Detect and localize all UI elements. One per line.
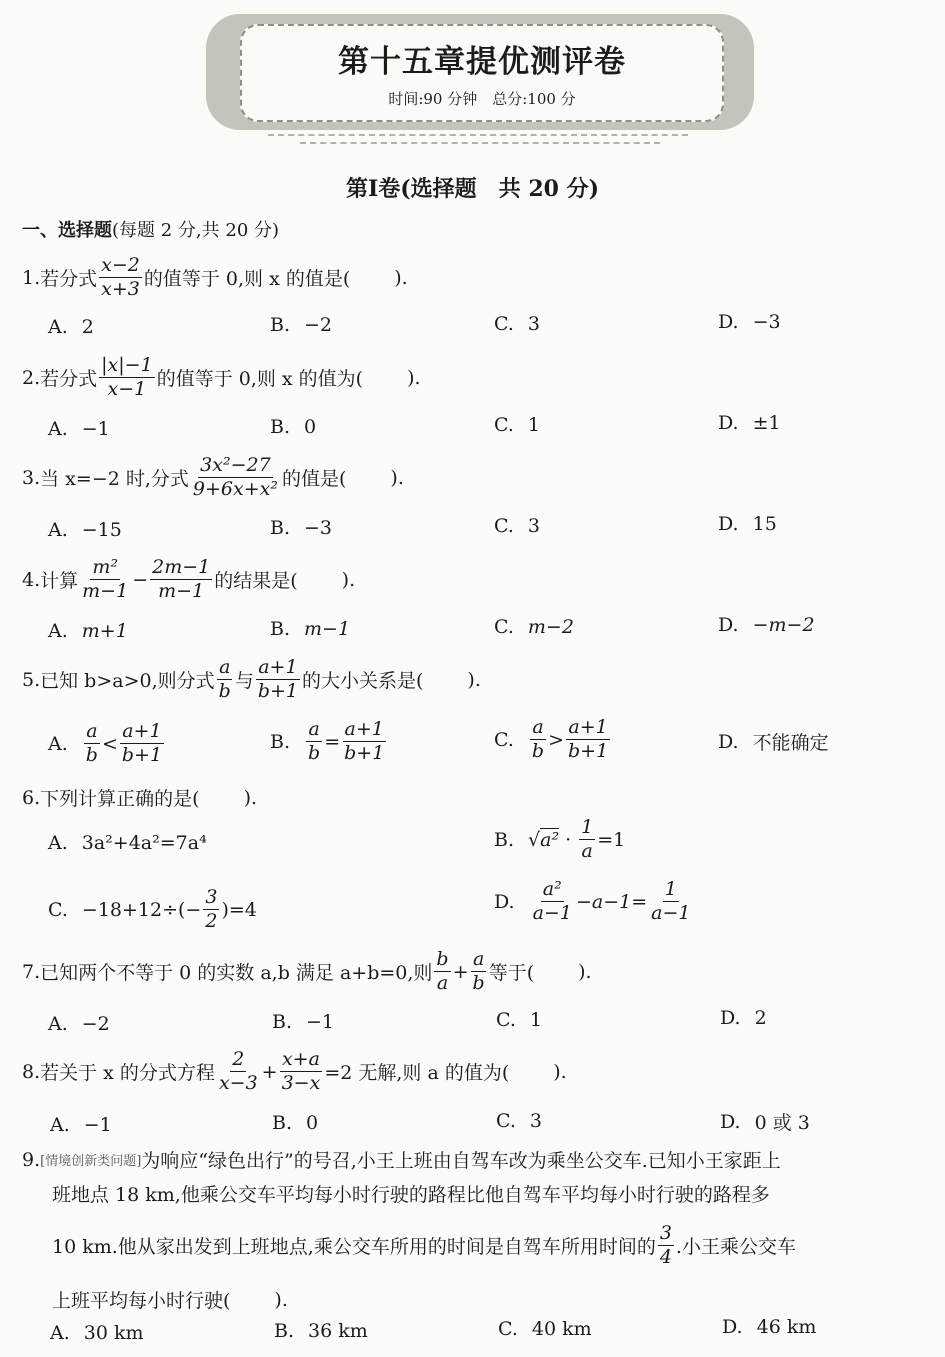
fraction (434, 948, 450, 995)
numerator: 2m−1 (152, 556, 211, 578)
option-text: −3 (752, 311, 781, 333)
denominator: b (531, 740, 545, 762)
option-text: ±1 (752, 412, 781, 434)
fraction (530, 716, 546, 763)
option-c[interactable] (494, 515, 540, 537)
question-number: 7. (22, 960, 41, 983)
option-label: D. (720, 1110, 741, 1133)
option-d[interactable] (494, 878, 694, 925)
option-text: 2 (81, 316, 94, 338)
option-text: m−2 (527, 616, 574, 638)
part-title: 第Ⅰ卷(选择题 共 20 分) (345, 176, 600, 202)
question-text: 的值是( (281, 468, 347, 490)
option-label: A. (50, 1114, 70, 1136)
option-d[interactable] (718, 614, 815, 636)
option-b[interactable] (270, 416, 316, 438)
option-text: )=4 (221, 898, 257, 921)
question-text: 的值等于 0,则 x 的值为( (156, 368, 364, 390)
question-text: 与 (234, 670, 254, 692)
option-label: D. (718, 412, 739, 434)
option-label: C. (48, 898, 68, 921)
option-c[interactable] (498, 1318, 592, 1340)
question-number: 9. (22, 1148, 41, 1171)
option-text: −2 (304, 314, 333, 336)
numerator: m² (92, 556, 118, 578)
denominator: m−1 (82, 580, 129, 602)
option-text: 36 km (308, 1320, 368, 1342)
numerator: a+1 (122, 720, 162, 742)
option-text: 30 km (83, 1322, 144, 1344)
fraction (150, 556, 212, 603)
option-label: B. (270, 730, 291, 753)
question-text: 已知 b>a>0,则分式 (40, 670, 215, 692)
numerator: a+1 (568, 716, 608, 738)
option-label: C. (494, 414, 514, 436)
denominator: m−1 (158, 580, 205, 602)
option-label: C. (494, 616, 514, 638)
option-label: D. (722, 1316, 743, 1338)
option-c[interactable] (494, 616, 574, 638)
fraction (579, 816, 595, 863)
option-b[interactable] (274, 1320, 368, 1342)
question-9-line-2: 班地点 18 km,他乘公交车平均每小时行驶的路程比他自驾车平均每小时行驶的路程多 (52, 1184, 770, 1206)
option-b[interactable] (270, 314, 332, 336)
question-text: ). (467, 668, 481, 691)
option-label: B. (270, 314, 291, 336)
fraction (531, 878, 574, 925)
option-label: A. (48, 620, 68, 642)
option-text: 1 (527, 414, 540, 436)
option-label: D. (720, 1007, 741, 1029)
option-text: −1 (306, 1011, 335, 1033)
option-b[interactable]: B. √a² · $\frac{1}{a}$ =1 (494, 816, 626, 862)
option-text: 2 (754, 1007, 767, 1029)
question-text: .小王乘公交车 (675, 1236, 796, 1258)
option-label: D. (718, 513, 739, 535)
option-label: C. (498, 1318, 518, 1340)
option-label: D. (718, 614, 739, 636)
divider (268, 134, 688, 136)
option-a[interactable] (48, 519, 122, 541)
option-d[interactable] (722, 1316, 816, 1338)
option-b[interactable] (270, 618, 350, 640)
denominator: b (472, 972, 485, 994)
option-c[interactable] (494, 716, 612, 763)
option-label: B. (270, 517, 291, 539)
question-text: ). (407, 366, 421, 389)
option-a[interactable] (48, 1013, 110, 1035)
question-number: 1. (22, 266, 41, 289)
option-text: 3a²+4a²=7a⁴ (81, 832, 207, 854)
option-c[interactable] (494, 313, 540, 335)
option-b[interactable] (272, 1011, 334, 1033)
option-label: D. (718, 730, 739, 753)
option-label: B. (274, 1320, 295, 1342)
option-d[interactable] (718, 311, 781, 333)
option-text: 15 (752, 513, 777, 535)
denominator: 3−x (281, 1072, 321, 1094)
question-text: 下列计算正确的是( (40, 788, 200, 810)
fraction (99, 254, 142, 301)
question-text: 已知两个不等于 0 的实数 a,b 满足 a+b=0,则 (40, 962, 433, 984)
option-b[interactable] (270, 517, 332, 539)
option-a[interactable] (48, 316, 94, 338)
option-text: 0 (306, 1112, 319, 1134)
option-c[interactable] (48, 886, 257, 933)
option-text: 不能确定 (752, 732, 829, 754)
question-number: 8. (22, 1060, 41, 1083)
option-label: A. (48, 832, 68, 854)
option-text: −m−2 (752, 614, 815, 636)
relation-symbol: < (101, 732, 118, 755)
question-number: 2. (22, 366, 41, 389)
option-text: −2 (81, 1013, 110, 1035)
fraction (280, 1048, 323, 1095)
denominator: b (308, 742, 321, 764)
denominator: a (581, 840, 593, 862)
question-text: 10 km.他从家出发到上班地点,乘公交车所用的时间是自驾车所用时间的 (52, 1236, 656, 1258)
fraction (191, 454, 280, 501)
question-7 (22, 948, 592, 995)
option-a[interactable] (48, 832, 207, 854)
question-text: 为响应“绿色出行”的号召,小王上班由自驾车改为乘坐公交车.已知小王家距上 (141, 1150, 781, 1172)
question-8 (22, 1048, 567, 1095)
option-text: −3 (304, 517, 333, 539)
option-text: 3 (527, 515, 540, 537)
option-d[interactable] (718, 728, 829, 755)
option-label: C. (494, 728, 514, 751)
option-label: A. (48, 1013, 68, 1035)
radicand: a² (540, 828, 560, 851)
page-title: 第十五章提优测评卷 (338, 44, 626, 80)
fraction (306, 718, 322, 765)
question-9-line-3 (52, 1222, 796, 1269)
option-label: D. (494, 890, 515, 913)
fraction (217, 1048, 260, 1095)
option-text: 0 或 3 (754, 1112, 810, 1134)
numerator: 1 (664, 878, 677, 900)
numerator: a² (542, 878, 562, 900)
option-text: m+1 (81, 620, 128, 642)
option-label: B. (272, 1011, 293, 1033)
sqrt-expression: √a² (528, 828, 560, 851)
exam-info: 时间:90 分钟 总分:100 分 (388, 90, 576, 108)
option-label: C. (494, 313, 514, 335)
denominator: x+3 (101, 278, 140, 300)
numerator: a (472, 948, 485, 970)
question-text: 当 x=−2 时,分式 (40, 468, 189, 490)
option-label: B. (272, 1112, 293, 1134)
question-text: ). (553, 1060, 567, 1083)
option-text: −1 (83, 1114, 112, 1136)
numerator: 2 (232, 1048, 245, 1070)
option-text: −18+12÷(− (81, 898, 202, 921)
question-text: ). (578, 960, 592, 983)
option-text: −15 (81, 519, 122, 541)
fraction (658, 1222, 674, 1269)
option-c[interactable] (496, 1110, 542, 1132)
option-a[interactable] (48, 620, 128, 642)
fraction (649, 878, 692, 925)
numerator: |x|−1 (101, 354, 153, 376)
option-text: −a−1= (575, 890, 648, 913)
question-1 (22, 254, 408, 301)
question-number: 3. (22, 466, 41, 489)
option-text: 3 (527, 313, 540, 335)
numerator: x−2 (101, 254, 140, 276)
numerator: a (86, 720, 98, 742)
option-a[interactable] (48, 720, 166, 767)
section-name: 一、选择题 (22, 220, 112, 241)
question-text: ). (390, 466, 404, 489)
numerator: 3 (205, 886, 218, 908)
denominator: b+1 (121, 744, 163, 766)
option-label: B. (494, 828, 515, 851)
question-number: 6. (22, 786, 41, 809)
fraction (256, 656, 300, 703)
option-text: 1 (529, 1009, 542, 1031)
numerator: a+1 (258, 656, 298, 678)
question-text: 若分式 (40, 268, 98, 290)
question-4 (22, 556, 355, 603)
question-text: 等于( (488, 962, 535, 984)
fraction (84, 720, 100, 767)
title-banner (206, 14, 754, 130)
option-label: C. (496, 1009, 516, 1031)
option-label: A. (48, 316, 68, 338)
question-tag: [情境创新类问题] (40, 1154, 142, 1169)
question-number: 4. (22, 568, 41, 591)
question-5 (22, 656, 481, 703)
fraction (99, 354, 155, 401)
numerator: 3x²−27 (200, 454, 271, 476)
question-text: ). (341, 568, 356, 591)
option-text: =1 (597, 828, 626, 851)
title-frame (240, 24, 724, 122)
fraction (471, 948, 487, 995)
denominator: b+1 (568, 740, 609, 762)
option-label: A. (48, 418, 68, 440)
numerator: b (436, 948, 449, 970)
question-6 (22, 784, 257, 811)
question-text: 若分式 (40, 368, 98, 390)
option-text: 0 (304, 416, 317, 438)
option-label: C. (494, 515, 514, 537)
denominator: x−1 (107, 378, 147, 400)
operator: + (261, 1060, 278, 1083)
option-label: A. (50, 1322, 70, 1344)
denominator: a (436, 972, 449, 994)
question-text: =2 无解,则 a 的值为( (324, 1062, 510, 1084)
numerator: a (308, 718, 320, 740)
question-text: 的结果是( (214, 570, 298, 592)
denominator: b+1 (257, 680, 298, 702)
option-label: B. (270, 416, 291, 438)
option-d[interactable] (720, 1108, 810, 1135)
denominator: 4 (659, 1246, 672, 1268)
section-note: (每题 2 分,共 20 分) (112, 220, 280, 241)
question-9 (22, 1146, 781, 1173)
option-label: A. (48, 732, 68, 755)
fraction (342, 718, 386, 765)
numerator: a (532, 716, 544, 738)
numerator: 3 (659, 1222, 672, 1244)
question-text: ). (243, 786, 258, 809)
option-label: B. (270, 618, 291, 640)
fraction (203, 886, 219, 933)
option-b[interactable] (272, 1112, 318, 1134)
denominator: 9+6x+x² (192, 478, 278, 500)
denominator: a−1 (651, 902, 691, 924)
option-c[interactable] (494, 414, 540, 436)
denominator: x−3 (218, 1072, 258, 1094)
question-9-line-4 (52, 1286, 288, 1313)
question-text: ). (274, 1288, 288, 1311)
operator: + (452, 960, 469, 983)
option-a[interactable] (48, 418, 110, 440)
option-d[interactable] (718, 513, 777, 535)
denominator: b (85, 744, 98, 766)
numerator: x+a (281, 1048, 320, 1070)
option-d[interactable] (718, 412, 781, 434)
fraction (80, 556, 130, 603)
question-number: 5. (22, 668, 41, 691)
denominator: a−1 (532, 902, 572, 924)
option-text: m−1 (304, 618, 351, 640)
denominator: 2 (205, 910, 218, 932)
option-label: D. (718, 311, 739, 333)
denominator: b (218, 680, 231, 702)
question-text: ). (394, 266, 408, 289)
numerator: 1 (581, 816, 594, 838)
fraction (217, 656, 233, 703)
option-b[interactable] (270, 718, 388, 765)
option-a[interactable] (50, 1114, 112, 1136)
option-label: C. (496, 1110, 516, 1132)
option-label: A. (48, 519, 68, 541)
option-c[interactable] (496, 1009, 542, 1031)
option-text: −1 (81, 418, 110, 440)
question-text: 的大小关系是( (302, 670, 424, 692)
question-text: 若关于 x 的分式方程 (40, 1062, 215, 1084)
denominator: b+1 (344, 742, 385, 764)
option-d[interactable] (720, 1007, 767, 1029)
numerator: a+1 (344, 718, 384, 740)
question-text: 上班平均每小时行驶( (52, 1290, 231, 1312)
fraction (566, 716, 610, 763)
question-3 (22, 454, 404, 501)
option-text: 3 (529, 1110, 542, 1132)
section-heading (22, 216, 279, 242)
operator: − (132, 568, 149, 591)
relation-symbol: = (324, 730, 341, 753)
question-text: 的值等于 0,则 x 的值是( (143, 268, 351, 290)
divider (300, 142, 660, 144)
question-2 (22, 354, 421, 401)
question-text: 计算 (40, 570, 79, 592)
relation-symbol: > (548, 728, 564, 751)
numerator: a (219, 656, 231, 678)
option-text: 40 km (531, 1318, 592, 1340)
option-a[interactable] (50, 1322, 144, 1344)
fraction (120, 720, 164, 767)
option-text: 46 km (756, 1316, 817, 1338)
